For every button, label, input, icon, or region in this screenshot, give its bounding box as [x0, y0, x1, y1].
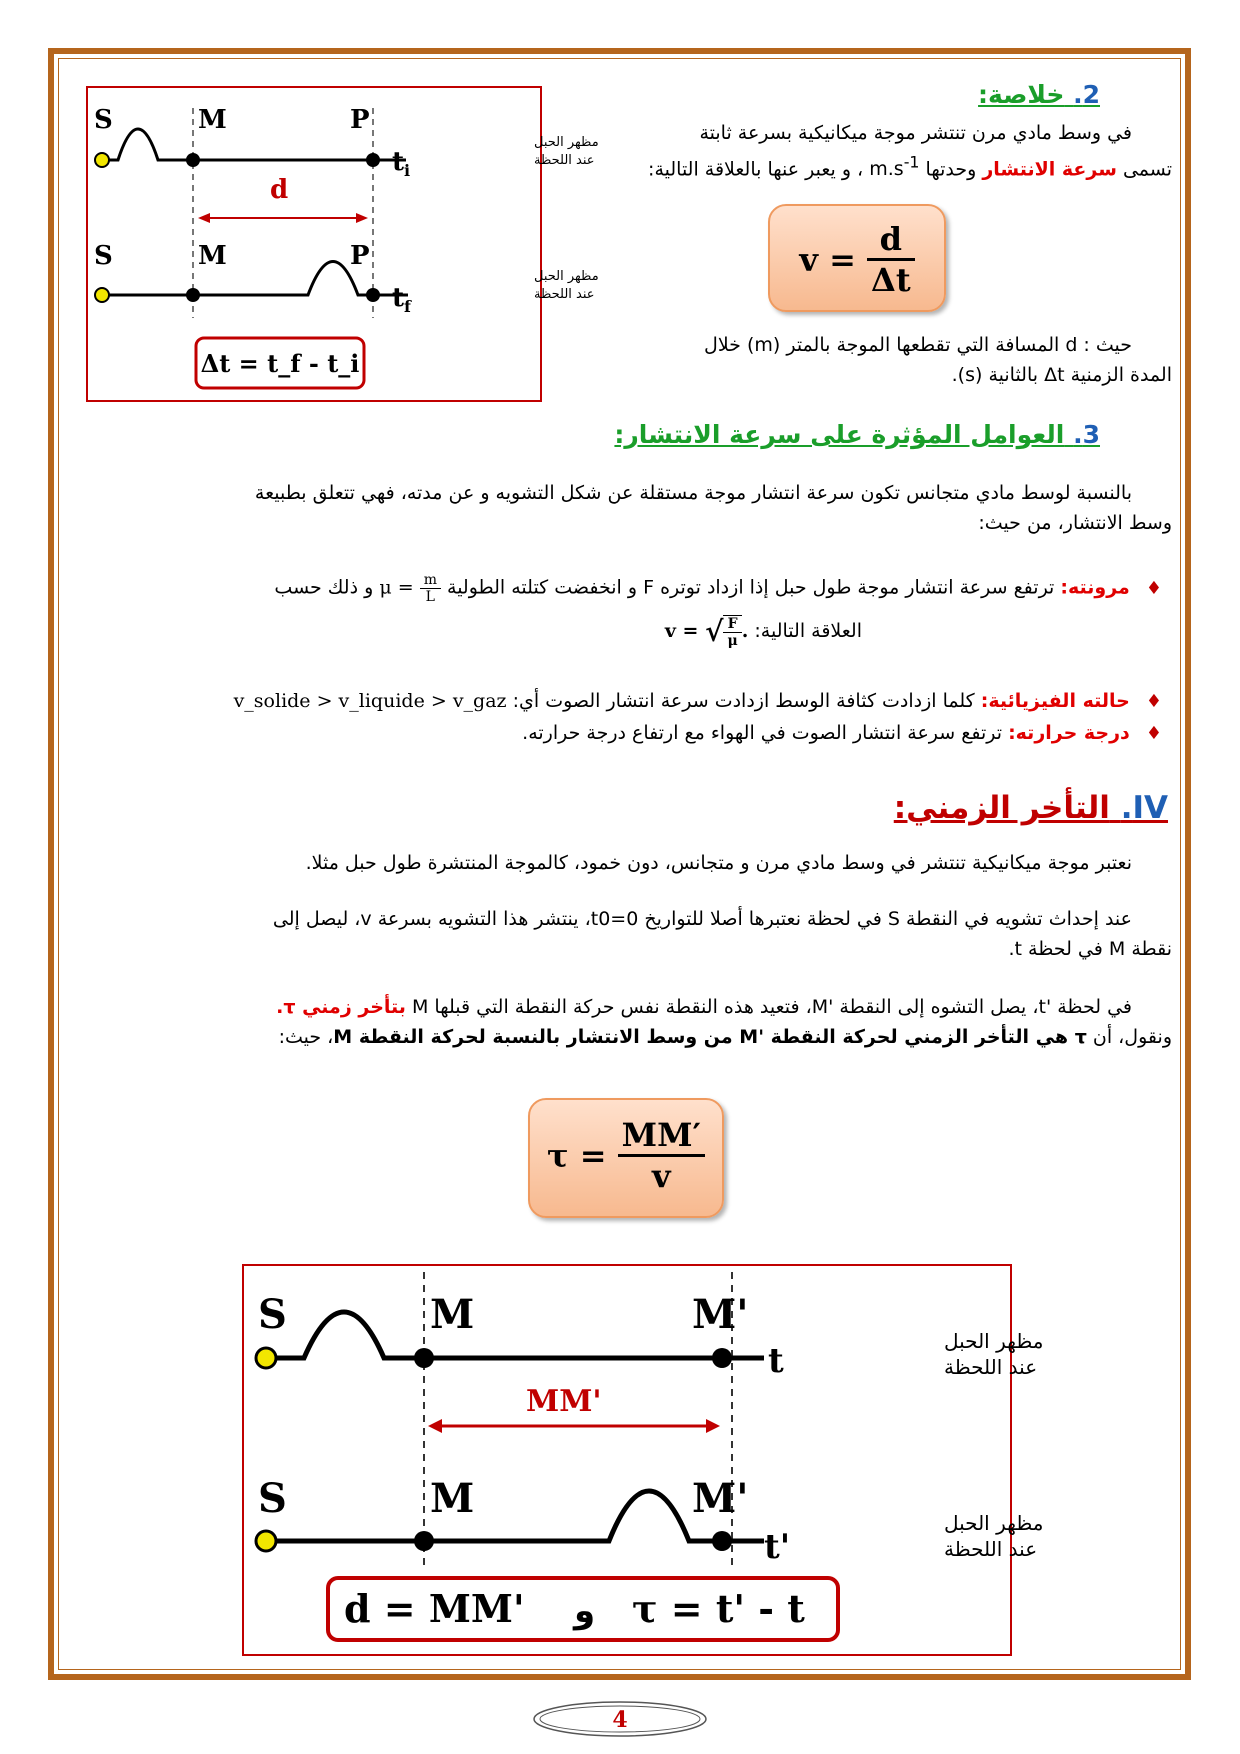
paragraph-line: وسط الانتشار، من حيث:: [978, 512, 1172, 534]
label-d: d: [270, 175, 289, 205]
rope-label-1: مظهر الحبل: [534, 135, 599, 150]
text: تسمى: [1122, 158, 1172, 181]
highlight-term: سرعة الانتشار: [982, 158, 1117, 181]
speed-formula-box: [768, 204, 946, 312]
section-4-p2: [72, 904, 1172, 964]
paragraph-line: عند إحداث تشويه في النقطة S في لحظة نعتبرها أصلا للتواريخ t0=0، ينتشر هذا التشويه بسرعة v، ليصل إلى: [272, 908, 1132, 930]
label-s: S: [94, 105, 113, 135]
section-number: 3.: [1073, 420, 1100, 449]
delay-formula-box: [528, 1098, 724, 1218]
source-dot: [256, 1531, 276, 1551]
figure-delay-svg: [244, 1266, 1044, 1654]
point-m: [186, 153, 200, 167]
point-m: [186, 288, 200, 302]
source-dot: [95, 153, 109, 167]
point-p: [366, 153, 380, 167]
text: ، حيث:: [278, 1026, 334, 1048]
bullet-elasticity: [72, 572, 1162, 649]
delta-t-equation: Δt = t_f - t_i: [200, 349, 360, 378]
label-t: t: [768, 1341, 784, 1381]
diamond-bullet-icon: ♦: [1145, 577, 1162, 599]
section-number: IV.: [1120, 790, 1168, 826]
fraction: [867, 220, 915, 299]
speed-formula: [770, 220, 944, 299]
text: ، و يعبر عنها بالعلاقة التالية:: [648, 158, 864, 181]
equation-distance: d = MM': [344, 1586, 525, 1631]
section-3-intro: [72, 478, 1172, 538]
label-ti: $t_i$: [392, 147, 411, 180]
delay-formula: [530, 1116, 722, 1195]
paragraph-line: بالنسبة لوسط مادي متجانس تكون سرعة انتشار موجة مستقلة عن شكل التشويه و عن مدته، فهي تتعلق بطبيعة: [254, 482, 1132, 504]
rope-t: [266, 1312, 749, 1358]
formula-lhs: v =: [799, 240, 856, 279]
section-2-text: [572, 118, 1172, 184]
figure-delay: [242, 1264, 1044, 1656]
point-m: [414, 1348, 434, 1368]
rope-label-4: عند اللحظة: [534, 287, 595, 302]
label-tf: $t_f$: [392, 283, 411, 316]
paragraph-line: [62, 1022, 1172, 1052]
figure-speed-svg: [88, 88, 599, 400]
section-number: 2.: [1073, 80, 1100, 109]
label-p-2: P: [350, 241, 370, 271]
rope-ti: [102, 129, 388, 160]
numerator: d: [867, 220, 915, 261]
bullet-text: كلما ازدادت كثافة الوسط ازدادت سرعة انتشار الصوت أي:: [512, 690, 975, 712]
diamond-bullet-icon: ♦: [1145, 691, 1162, 712]
label-s: S: [258, 1291, 287, 1338]
paragraph-line: في وسط مادي مرن تنتشر موجة ميكانيكية بسرعة ثابتة: [699, 122, 1132, 144]
denominator: Δt: [871, 261, 911, 299]
bullet-text: ترتفع سرعة انتشار موجة طول حبل إذا ازداد توتره F و انخفضت كتلته الطولية: [447, 576, 1055, 599]
label-m-prime: M': [692, 1291, 749, 1338]
equation-delay: τ = t' - t: [632, 1586, 805, 1631]
label-m: M: [198, 105, 227, 135]
paragraph-line: [572, 148, 1172, 184]
text: ونقول، أن: [1092, 1026, 1172, 1048]
rope-label-4: عند اللحظة: [944, 1537, 1038, 1561]
bullet-text: و ذلك حسب: [274, 576, 374, 599]
mu-formula: μ = $\frac{m}{L}$: [379, 572, 441, 605]
rope-label-1: مظهر الحبل: [944, 1329, 1044, 1353]
section-2-where: [572, 330, 1172, 390]
bullet-line: [72, 572, 1162, 605]
page-number-badge: [530, 1700, 710, 1738]
rope-label-3: مظهر الحبل: [944, 1511, 1044, 1535]
diamond-bullet-icon: ♦: [1145, 723, 1162, 744]
paragraph-line: المدة الزمنية Δt بالثانية (s).: [951, 364, 1172, 386]
bullet-text: العلاقة التالية:: [754, 620, 862, 642]
text: وحدتها: [925, 158, 977, 181]
section-title: خلاصة:: [978, 80, 1065, 109]
label-t-prime: t': [764, 1527, 791, 1567]
label-m-2: S: [94, 241, 113, 271]
equation-and: و: [574, 1591, 596, 1631]
label-m-prime-2: M': [692, 1475, 749, 1522]
denominator: v: [652, 1157, 671, 1195]
fraction: [618, 1116, 705, 1195]
formula-lhs: τ =: [547, 1136, 607, 1175]
rope-label-2: عند اللحظة: [944, 1355, 1038, 1379]
section-2-heading: [700, 80, 1100, 110]
bullet-physical-state: [72, 686, 1162, 717]
point-m: [414, 1531, 434, 1551]
text: في لحظة 't، يصل التشوه إلى النقطة 'M، فتعيد هذه النقطة نفس حركة النقطة التي قبلها M: [411, 996, 1132, 1018]
paragraph-line: [62, 992, 1172, 1022]
point-m-prime: [712, 1531, 732, 1551]
bullet-temperature: [72, 718, 1162, 749]
rope-t-prime: [266, 1491, 764, 1541]
bullet-line: [72, 615, 1162, 649]
bold-definition: τ هي التأخر الزمني لحركة النقطة 'M من وسط الانتشار بالنسبة لحركة النقطة M: [333, 1026, 1087, 1048]
paragraph-line: حيث : d المسافة التي تقطعها الموجة بالمتر (m) خلال: [704, 334, 1132, 356]
section-title: التأخر الزمني:: [893, 790, 1110, 826]
rope-label-2: عند اللحظة: [534, 153, 595, 168]
source-dot: [95, 288, 109, 302]
paragraph-line: نقطة M في لحظة t.: [1008, 938, 1172, 960]
bullet-text: ترتفع سرعة انتشار الصوت في الهواء مع ارتفاع درجة حرارته.: [522, 722, 1003, 744]
section-4-p1: نعتبر موجة ميكانيكية تنتشر في وسط مادي مرن و متجانس، دون خمود، كالموجة المنتشرة طول حبل مثلا.: [305, 852, 1132, 874]
v-formula: v = √ $\frac{F}{\mu}$ .: [664, 615, 749, 649]
label-m-3: M: [198, 241, 227, 271]
label-p: P: [350, 105, 370, 135]
label-m: M: [430, 1291, 475, 1338]
bullet-label: مرونته:: [1060, 576, 1130, 599]
velocity-relation: v_solide > v_liquide > v_gaz: [233, 690, 507, 712]
point-p: [366, 288, 380, 302]
section-3-heading: [500, 420, 1100, 450]
figure-speed: [86, 86, 599, 402]
source-dot: [256, 1348, 276, 1368]
label-mm: MM': [526, 1384, 602, 1419]
numerator: MM′: [618, 1116, 705, 1157]
page-number: 4: [612, 1707, 628, 1733]
bullet-label: حالته الفيزيائية:: [980, 690, 1130, 712]
section-title: العوامل المؤثرة على سرعة الانتشار:: [614, 420, 1065, 449]
point-m-prime: [712, 1348, 732, 1368]
label-s-2: S: [258, 1475, 287, 1522]
rope-label-3: مظهر الحبل: [534, 269, 599, 284]
unit: $m.s^{-1}$: [869, 153, 920, 181]
bullet-label: درجة حرارته:: [1008, 722, 1130, 744]
section-4-p3: [62, 992, 1172, 1052]
label-m-2: M: [430, 1475, 475, 1522]
highlight-term: بتأخر زمني τ.: [276, 996, 406, 1018]
section-4-heading: [668, 788, 1168, 828]
